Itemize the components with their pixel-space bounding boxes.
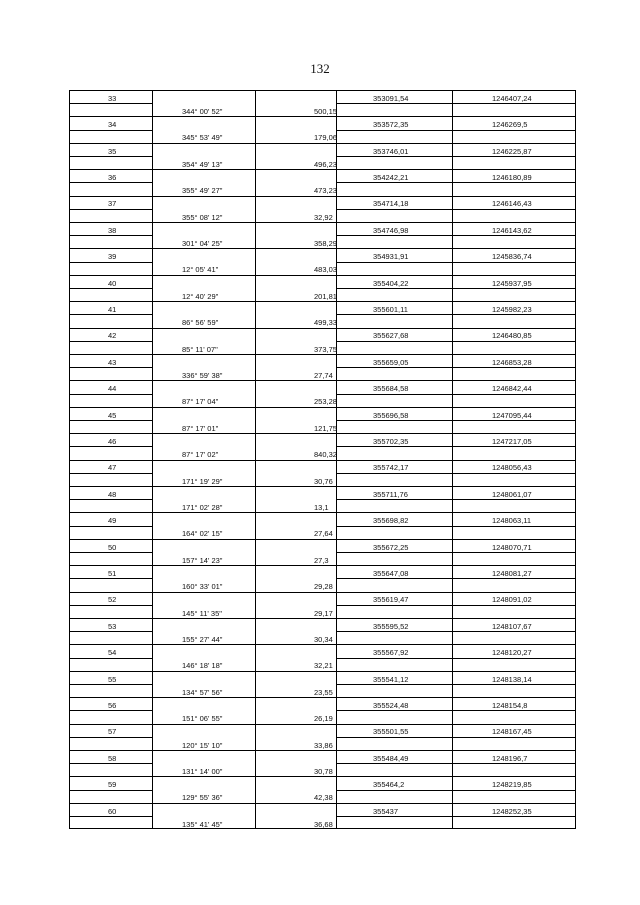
row-line-point xyxy=(70,182,152,183)
segment-length: 27,74 xyxy=(314,370,333,380)
coordinate-x: 355541,12 xyxy=(373,674,409,684)
row-line-coords-lower xyxy=(336,512,575,513)
direction-angle: 87° 17' 04" xyxy=(182,397,219,407)
coordinates-table xyxy=(69,90,576,829)
row-line-point xyxy=(70,578,152,579)
row-line-point xyxy=(70,710,152,711)
direction-angle: 151° 06' 55" xyxy=(182,714,223,724)
direction-angle: 135° 41' 45" xyxy=(182,819,223,829)
row-line-point xyxy=(70,314,152,315)
row-line-coords-lower xyxy=(336,776,575,777)
direction-angle: 145° 11' 35" xyxy=(182,608,222,618)
direction-angle: 134° 57' 56" xyxy=(182,687,223,697)
segment-length: 253,28 xyxy=(314,397,337,407)
row-line-point xyxy=(70,262,152,263)
row-line-segment xyxy=(70,592,336,593)
row-line-point xyxy=(70,763,152,764)
row-line-coords xyxy=(336,182,575,183)
row-line-coords xyxy=(336,605,575,606)
coordinate-x: 353572,35 xyxy=(373,120,409,130)
point-number: 52 xyxy=(108,595,117,605)
row-line-point xyxy=(70,103,152,104)
coordinate-x: 355647,08 xyxy=(373,568,409,578)
coordinate-y: 1246480,85 xyxy=(492,331,532,341)
segment-length: 121,75 xyxy=(314,423,337,433)
coordinate-y: 1248219,85 xyxy=(492,780,532,790)
row-line-coords xyxy=(336,156,575,157)
coordinate-y: 1246225,87 xyxy=(492,146,532,156)
direction-angle: 157° 14' 23" xyxy=(182,555,223,565)
direction-angle: 160° 33' 01" xyxy=(182,582,223,592)
coordinate-y: 1245982,23 xyxy=(492,304,532,314)
coordinate-x: 354746,98 xyxy=(373,225,409,235)
coordinate-x: 355404,22 xyxy=(373,278,409,288)
point-number: 39 xyxy=(108,252,117,262)
point-number: 48 xyxy=(108,489,117,499)
coordinate-x: 355464,2 xyxy=(373,780,405,790)
point-number: 49 xyxy=(108,516,117,526)
row-line-coords xyxy=(336,684,575,685)
row-line-point xyxy=(70,684,152,685)
segment-length: 473,23 xyxy=(314,186,337,196)
row-line-coords xyxy=(336,130,575,131)
segment-length: 29,17 xyxy=(314,608,333,618)
point-number: 44 xyxy=(108,384,117,394)
point-number: 45 xyxy=(108,410,117,420)
row-line-coords-lower xyxy=(336,671,575,672)
row-line-segment xyxy=(70,407,336,408)
point-number: 51 xyxy=(108,568,117,578)
row-line-coords-lower xyxy=(336,460,575,461)
segment-length: 27,3 xyxy=(314,555,329,565)
row-line-segment xyxy=(70,539,336,540)
row-line-coords-lower xyxy=(336,433,575,434)
point-number: 46 xyxy=(108,436,117,446)
point-number: 38 xyxy=(108,225,117,235)
coordinate-x: 355742,17 xyxy=(373,463,409,473)
row-line-point xyxy=(70,156,152,157)
row-line-point xyxy=(70,526,152,527)
segment-length: 42,38 xyxy=(314,793,333,803)
row-line-point xyxy=(70,631,152,632)
row-line-point xyxy=(70,605,152,606)
coordinate-y: 1248070,71 xyxy=(492,542,532,552)
row-line-coords-lower xyxy=(336,275,575,276)
coordinate-y: 1248063,11 xyxy=(492,516,532,526)
coordinate-y: 1245937,95 xyxy=(492,278,532,288)
row-line-segment xyxy=(70,671,336,672)
row-line-point xyxy=(70,341,152,342)
row-line-segment xyxy=(70,644,336,645)
coordinate-x: 354714,18 xyxy=(373,199,409,209)
point-number: 54 xyxy=(108,648,117,658)
row-line-segment xyxy=(70,460,336,461)
point-number: 60 xyxy=(108,806,117,816)
row-line-segment xyxy=(70,328,336,329)
coordinate-y: 1246842,44 xyxy=(492,384,532,394)
direction-angle: 146° 18' 18" xyxy=(182,661,223,671)
row-line-coords-lower xyxy=(336,724,575,725)
coordinate-y: 1248056,43 xyxy=(492,463,532,473)
row-line-segment xyxy=(70,196,336,197)
row-line-segment xyxy=(70,618,336,619)
direction-angle: 86° 56' 59" xyxy=(182,318,219,328)
direction-angle: 87° 17' 01" xyxy=(182,423,219,433)
row-line-coords-lower xyxy=(336,328,575,329)
point-number: 41 xyxy=(108,304,117,314)
coordinate-y: 1248091,02 xyxy=(492,595,532,605)
coordinate-x: 355501,55 xyxy=(373,727,409,737)
segment-length: 33,86 xyxy=(314,740,333,750)
coordinate-x: 355711,76 xyxy=(373,489,408,499)
row-line-coords xyxy=(336,314,575,315)
segment-length: 179,06 xyxy=(314,133,337,143)
row-line-point xyxy=(70,367,152,368)
segment-length: 30,76 xyxy=(314,476,333,486)
direction-angle: 301° 04' 25" xyxy=(182,238,223,248)
coordinate-y: 1246146,43 xyxy=(492,199,532,209)
segment-length: 201,81 xyxy=(314,291,337,301)
row-line-coords xyxy=(336,499,575,500)
row-line-coords xyxy=(336,446,575,447)
row-line-point xyxy=(70,473,152,474)
point-number: 59 xyxy=(108,780,117,790)
coordinate-y: 1246853,28 xyxy=(492,357,532,367)
row-line-segment xyxy=(70,776,336,777)
direction-angle: 129° 55' 36" xyxy=(182,793,223,803)
direction-angle: 171° 02' 28" xyxy=(182,502,223,512)
row-line-point xyxy=(70,130,152,131)
coordinate-y: 1248081,27 xyxy=(492,568,532,578)
coordinate-y: 1248107,67 xyxy=(492,621,532,631)
coordinate-x: 355696,58 xyxy=(373,410,409,420)
row-line-segment xyxy=(70,565,336,566)
row-line-coords-lower xyxy=(336,486,575,487)
point-number: 53 xyxy=(108,621,117,631)
row-line-segment xyxy=(70,354,336,355)
row-line-coords-lower xyxy=(336,143,575,144)
point-number: 47 xyxy=(108,463,117,473)
coordinate-x: 355437 xyxy=(373,806,399,816)
coordinate-x: 355619,47 xyxy=(373,595,409,605)
row-line-coords xyxy=(336,816,575,817)
coordinate-y: 1245836,74 xyxy=(492,252,532,262)
row-line-coords xyxy=(336,262,575,263)
direction-angle: 355° 08' 12" xyxy=(182,212,223,222)
row-line-coords-lower xyxy=(336,380,575,381)
row-line-coords-lower xyxy=(336,407,575,408)
row-line-coords xyxy=(336,552,575,553)
row-line-coords-lower xyxy=(336,222,575,223)
point-number: 57 xyxy=(108,727,117,737)
row-line-point xyxy=(70,552,152,553)
row-line-coords-lower xyxy=(336,697,575,698)
row-line-segment xyxy=(70,486,336,487)
row-line-coords-lower xyxy=(336,196,575,197)
row-line-point xyxy=(70,235,152,236)
row-line-point xyxy=(70,737,152,738)
coordinate-x: 355698,82 xyxy=(373,516,409,526)
row-line-segment xyxy=(70,512,336,513)
point-number: 36 xyxy=(108,172,117,182)
row-line-segment xyxy=(70,169,336,170)
row-line-point xyxy=(70,394,152,395)
coordinate-x: 353091,54 xyxy=(373,93,409,103)
point-number: 43 xyxy=(108,357,117,367)
coordinate-x: 354931,91 xyxy=(373,252,409,262)
row-line-coords-lower xyxy=(336,618,575,619)
point-number: 35 xyxy=(108,146,117,156)
point-number: 37 xyxy=(108,199,117,209)
segment-length: 36,68 xyxy=(314,819,333,829)
row-line-coords xyxy=(336,209,575,210)
row-line-segment xyxy=(70,433,336,434)
coordinate-y: 1246269,5 xyxy=(492,120,528,130)
direction-angle: 354° 49' 13" xyxy=(182,159,223,169)
direction-angle: 345° 53' 49" xyxy=(182,133,223,143)
coordinate-x: 355595,52 xyxy=(373,621,409,631)
row-line-segment xyxy=(70,380,336,381)
segment-length: 483,03 xyxy=(314,265,337,275)
row-line-coords xyxy=(336,367,575,368)
segment-length: 496,23 xyxy=(314,159,337,169)
point-number: 33 xyxy=(108,93,117,103)
table-top-border xyxy=(70,90,575,91)
coordinate-y: 1248252,35 xyxy=(492,806,532,816)
segment-length: 373,75 xyxy=(314,344,337,354)
direction-angle: 344° 00' 52" xyxy=(182,106,223,116)
row-line-coords-lower xyxy=(336,354,575,355)
coordinate-x: 355484,49 xyxy=(373,753,409,763)
point-number: 50 xyxy=(108,542,117,552)
row-line-coords xyxy=(336,737,575,738)
coordinate-y: 1246143,62 xyxy=(492,225,532,235)
row-line-coords-lower xyxy=(336,644,575,645)
point-number: 58 xyxy=(108,753,117,763)
row-line-coords-lower xyxy=(336,301,575,302)
direction-angle: 85° 11' 07" xyxy=(182,344,218,354)
row-line-coords-lower xyxy=(336,248,575,249)
segment-length: 499,33 xyxy=(314,318,337,328)
direction-angle: 355° 49' 27" xyxy=(182,186,223,196)
row-line-coords xyxy=(336,763,575,764)
segment-length: 32,21 xyxy=(314,661,333,671)
row-line-point xyxy=(70,499,152,500)
row-line-coords-lower xyxy=(336,116,575,117)
coordinate-y: 1247095,44 xyxy=(492,410,532,420)
row-line-segment xyxy=(70,697,336,698)
segment-length: 358,29 xyxy=(314,238,337,248)
row-line-coords xyxy=(336,288,575,289)
direction-angle: 12° 40' 29" xyxy=(182,291,219,301)
coordinate-x: 355672,25 xyxy=(373,542,409,552)
direction-angle: 131° 14' 00" xyxy=(182,766,223,776)
row-line-coords xyxy=(336,710,575,711)
coordinate-y: 1247217,05 xyxy=(492,436,532,446)
row-line-coords xyxy=(336,526,575,527)
segment-length: 13,1 xyxy=(314,502,329,512)
page-number: 132 xyxy=(310,61,330,76)
point-number: 40 xyxy=(108,278,117,288)
row-line-coords-lower xyxy=(336,592,575,593)
segment-length: 23,55 xyxy=(314,687,333,697)
coordinate-y: 1248167,45 xyxy=(492,727,532,737)
direction-angle: 164° 02' 15" xyxy=(182,529,223,539)
point-number: 56 xyxy=(108,700,117,710)
segment-length: 32,92 xyxy=(314,212,333,222)
row-line-point xyxy=(70,816,152,817)
coordinate-x: 355601,11 xyxy=(373,304,408,314)
segment-length: 840,32 xyxy=(314,450,337,460)
coordinate-x: 355627,68 xyxy=(373,331,409,341)
row-line-coords-lower xyxy=(336,750,575,751)
segment-length: 26,19 xyxy=(314,714,333,724)
coordinate-y: 1246180,89 xyxy=(492,172,532,182)
direction-angle: 12° 05' 41" xyxy=(182,265,219,275)
row-line-segment xyxy=(70,222,336,223)
row-line-coords-lower xyxy=(336,169,575,170)
row-line-point xyxy=(70,288,152,289)
point-number: 55 xyxy=(108,674,117,684)
row-line-coords xyxy=(336,420,575,421)
direction-angle: 336° 59' 38" xyxy=(182,370,223,380)
row-line-point xyxy=(70,209,152,210)
segment-length: 29,28 xyxy=(314,582,333,592)
coordinate-x: 355684,58 xyxy=(373,384,409,394)
coordinate-x: 355524,48 xyxy=(373,700,409,710)
coordinate-y: 1246407,24 xyxy=(492,93,532,103)
row-line-segment xyxy=(70,275,336,276)
row-line-coords-lower xyxy=(336,539,575,540)
row-line-point xyxy=(70,658,152,659)
row-line-coords xyxy=(336,235,575,236)
row-line-point xyxy=(70,420,152,421)
row-line-coords xyxy=(336,578,575,579)
coordinate-x: 355567,92 xyxy=(373,648,409,658)
row-line-segment xyxy=(70,143,336,144)
coordinate-y: 1248120,27 xyxy=(492,648,532,658)
row-line-coords xyxy=(336,631,575,632)
coordinate-x: 355659,05 xyxy=(373,357,409,367)
row-line-coords xyxy=(336,658,575,659)
coordinate-y: 1248138,14 xyxy=(492,674,532,684)
coordinate-x: 354242,21 xyxy=(373,172,409,182)
row-line-coords xyxy=(336,473,575,474)
row-line-point xyxy=(70,790,152,791)
coordinate-x: 355702,35 xyxy=(373,436,409,446)
row-line-coords xyxy=(336,790,575,791)
segment-length: 30,78 xyxy=(314,766,333,776)
segment-length: 30,34 xyxy=(314,634,333,644)
row-line-coords xyxy=(336,341,575,342)
row-line-segment xyxy=(70,301,336,302)
row-line-segment xyxy=(70,248,336,249)
segment-length: 500,15 xyxy=(314,106,337,116)
row-line-segment xyxy=(70,116,336,117)
row-line-coords-lower xyxy=(336,803,575,804)
row-line-segment xyxy=(70,724,336,725)
row-line-coords-lower xyxy=(336,565,575,566)
row-line-coords xyxy=(336,394,575,395)
point-number: 42 xyxy=(108,331,117,341)
coordinate-y: 1248061,07 xyxy=(492,489,532,499)
segment-length: 27,64 xyxy=(314,529,333,539)
direction-angle: 171° 19' 29" xyxy=(182,476,223,486)
coordinate-y: 1248196,7 xyxy=(492,753,528,763)
row-line-segment xyxy=(70,803,336,804)
row-line-segment xyxy=(70,750,336,751)
direction-angle: 87° 17' 02" xyxy=(182,450,219,460)
coordinate-y: 1248154,8 xyxy=(492,700,528,710)
row-line-coords xyxy=(336,103,575,104)
direction-angle: 120° 15' 10" xyxy=(182,740,223,750)
point-number: 34 xyxy=(108,120,117,130)
direction-angle: 155° 27' 44" xyxy=(182,634,223,644)
row-line-point xyxy=(70,446,152,447)
coordinate-x: 353746,01 xyxy=(373,146,409,156)
